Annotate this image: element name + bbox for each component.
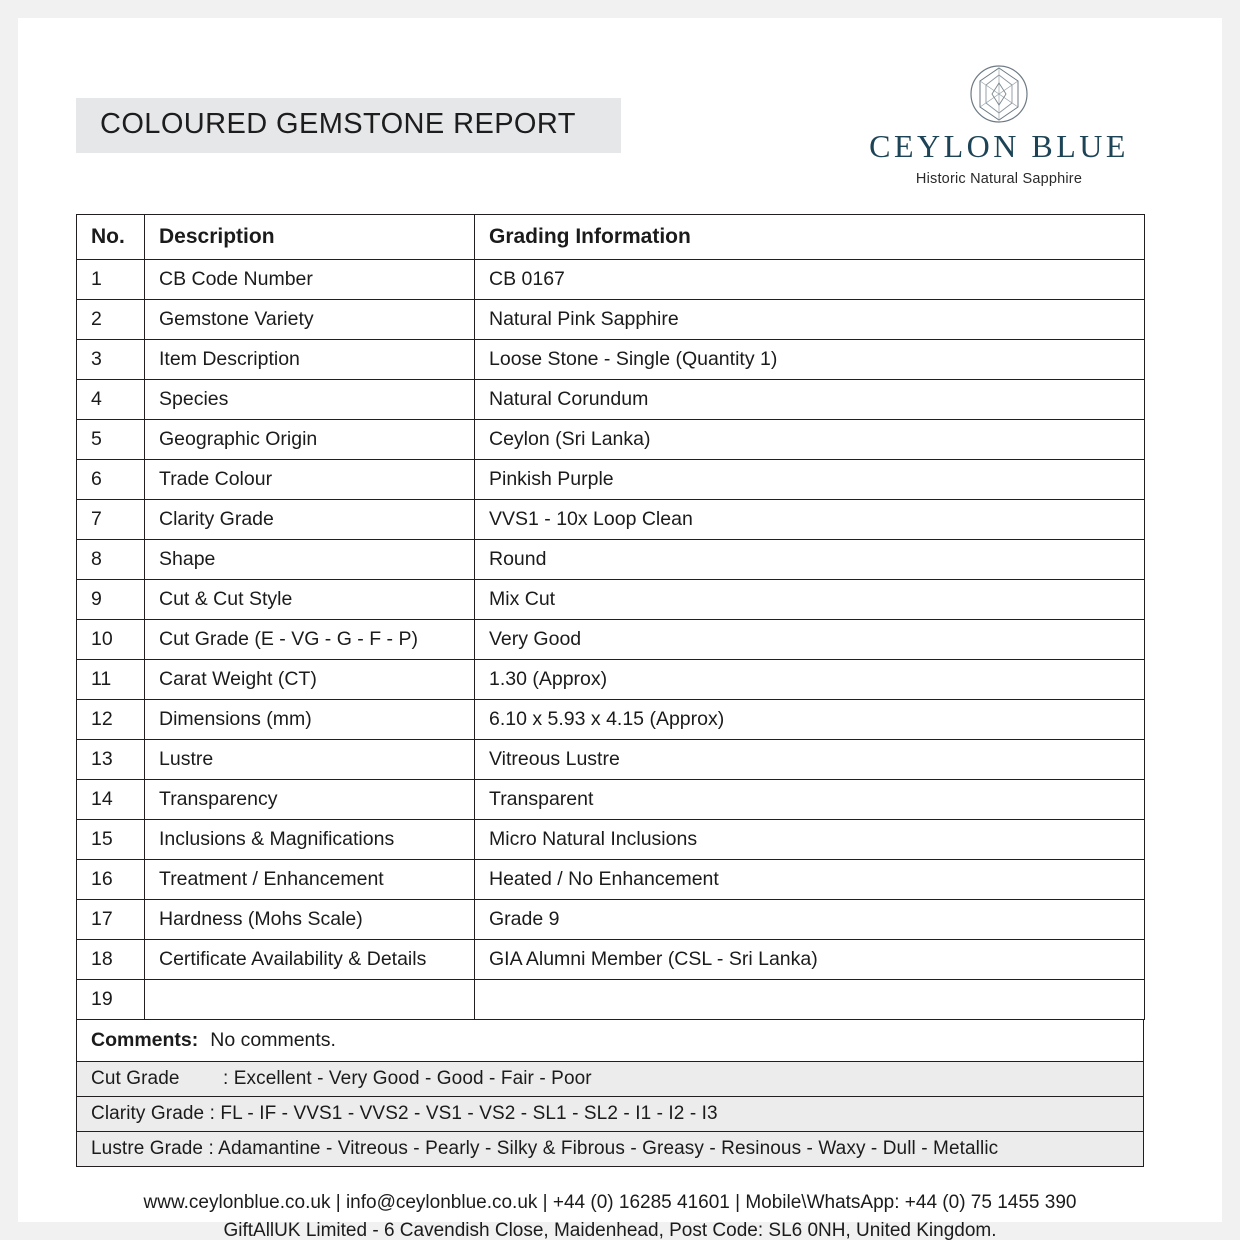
row-no: 9 xyxy=(77,580,145,620)
table-row xyxy=(77,980,1145,1020)
row-description: Hardness (Mohs Scale) xyxy=(145,900,475,940)
row-no: 8 xyxy=(77,540,145,580)
row-description: Shape xyxy=(145,540,475,580)
column-header-description: Description xyxy=(145,215,475,260)
legend-cut-label: Cut Grade xyxy=(91,1068,180,1089)
column-header-grading: Grading Information xyxy=(475,215,1145,260)
report-body xyxy=(18,18,1222,1241)
page-title: COLOURED GEMSTONE REPORT xyxy=(100,108,576,140)
column-header-no: No. xyxy=(77,215,145,260)
legend-cut-grade xyxy=(76,1062,1144,1097)
row-no: 4 xyxy=(77,380,145,420)
row-grading: Heated / No Enhancement xyxy=(475,860,1145,900)
row-grading: Micro Natural Inclusions xyxy=(475,820,1145,860)
row-grading: Round xyxy=(475,540,1145,580)
footer-address-line: GiftAllUK Limited - 6 Cavendish Close, Maidenhead, Post Code: SL6 0NH, United Kingdom. xyxy=(223,1219,997,1241)
row-grading: Vitreous Lustre xyxy=(475,740,1145,780)
legend-clarity-value: Clarity Grade : FL - IF - VVS1 - VVS2 - VS1 - VS2 - SL1 - SL2 - I1 - I2 - I3 xyxy=(91,1103,718,1124)
row-description: Geographic Origin xyxy=(145,420,475,460)
table-row xyxy=(77,420,1145,460)
row-no: 14 xyxy=(77,780,145,820)
row-no: 10 xyxy=(77,620,145,660)
row-grading: Loose Stone - Single (Quantity 1) xyxy=(475,340,1145,380)
row-description: Clarity Grade xyxy=(145,500,475,540)
row-description: Species xyxy=(145,380,475,420)
row-description: Trade Colour xyxy=(145,460,475,500)
table-header-row xyxy=(77,215,1145,260)
table-row xyxy=(77,500,1145,540)
row-no: 2 xyxy=(77,300,145,340)
row-description: Inclusions & Magnifications xyxy=(145,820,475,860)
brand-block xyxy=(834,62,1164,187)
table-row xyxy=(77,860,1145,900)
row-grading: Grade 9 xyxy=(475,900,1145,940)
row-grading: Transparent xyxy=(475,780,1145,820)
brand-tagline: Historic Natural Sapphire xyxy=(915,171,1083,187)
comments-label: Comments: xyxy=(91,1029,199,1051)
table-row xyxy=(77,940,1145,980)
title-band xyxy=(76,98,621,153)
row-description: CB Code Number xyxy=(145,260,475,300)
row-no: 12 xyxy=(77,700,145,740)
row-grading: Pinkish Purple xyxy=(475,460,1145,500)
table-row xyxy=(77,620,1145,660)
legend-lustre-grade xyxy=(76,1132,1144,1167)
row-description: Cut Grade (E - VG - G - F - P) xyxy=(145,620,475,660)
row-description: Gemstone Variety xyxy=(145,300,475,340)
row-no: 5 xyxy=(77,420,145,460)
comments-value: No comments. xyxy=(210,1029,336,1051)
row-grading: 6.10 x 5.93 x 4.15 (Approx) xyxy=(475,700,1145,740)
row-no: 15 xyxy=(77,820,145,860)
table-row xyxy=(77,820,1145,860)
row-description xyxy=(145,980,475,1020)
row-no: 13 xyxy=(77,740,145,780)
row-grading xyxy=(475,980,1145,1020)
table-row xyxy=(77,540,1145,580)
row-grading: Ceylon (Sri Lanka) xyxy=(475,420,1145,460)
table-row xyxy=(77,660,1145,700)
row-grading: GIA Alumni Member (CSL - Sri Lanka) xyxy=(475,940,1145,980)
row-no: 3 xyxy=(77,340,145,380)
table-row xyxy=(77,380,1145,420)
legend-lustre-value: Lustre Grade : Adamantine - Vitreous - Pearly - Silky & Fibrous - Greasy - Resinous - Waxy - Dull - Metallic xyxy=(91,1138,999,1159)
table-row xyxy=(77,740,1145,780)
row-no: 16 xyxy=(77,860,145,900)
row-no: 17 xyxy=(77,900,145,940)
row-grading: VVS1 - 10x Loop Clean xyxy=(475,500,1145,540)
row-grading: 1.30 (Approx) xyxy=(475,660,1145,700)
row-no: 6 xyxy=(77,460,145,500)
footer xyxy=(76,1189,1144,1244)
row-description: Cut & Cut Style xyxy=(145,580,475,620)
gem-logo-icon xyxy=(834,62,1164,126)
report-header xyxy=(76,62,1164,192)
row-grading: Natural Corundum xyxy=(475,380,1145,420)
row-description: Lustre xyxy=(145,740,475,780)
row-no: 19 xyxy=(77,980,145,1020)
table-row xyxy=(77,340,1145,380)
row-grading: Natural Pink Sapphire xyxy=(475,300,1145,340)
row-description: Treatment / Enhancement xyxy=(145,860,475,900)
table-row xyxy=(77,260,1145,300)
grading-table xyxy=(76,214,1145,1020)
row-no: 18 xyxy=(77,940,145,980)
table-row xyxy=(77,460,1145,500)
comments-row xyxy=(76,1020,1144,1062)
legend-cut-value: : Excellent - Very Good - Good - Fair - Poor xyxy=(223,1068,592,1089)
table-row xyxy=(77,780,1145,820)
brand-name: CEYLON BLUE xyxy=(869,128,1129,164)
row-no: 11 xyxy=(77,660,145,700)
row-description: Transparency xyxy=(145,780,475,820)
row-description: Dimensions (mm) xyxy=(145,700,475,740)
legend-clarity-grade xyxy=(76,1097,1144,1132)
table-row xyxy=(77,900,1145,940)
row-no: 7 xyxy=(77,500,145,540)
row-grading: Mix Cut xyxy=(475,580,1145,620)
row-description: Carat Weight (CT) xyxy=(145,660,475,700)
row-description: Certificate Availability & Details xyxy=(145,940,475,980)
table-row xyxy=(77,580,1145,620)
row-description: Item Description xyxy=(145,340,475,380)
table-row xyxy=(77,300,1145,340)
row-no: 1 xyxy=(77,260,145,300)
footer-contact-line: www.ceylonblue.co.uk | info@ceylonblue.co.uk | +44 (0) 16285 41601 | Mobile\WhatsApp: +44 (0) 75 1455 390 xyxy=(143,1192,1077,1213)
row-grading: CB 0167 xyxy=(475,260,1145,300)
table-row xyxy=(77,700,1145,740)
row-grading: Very Good xyxy=(475,620,1145,660)
